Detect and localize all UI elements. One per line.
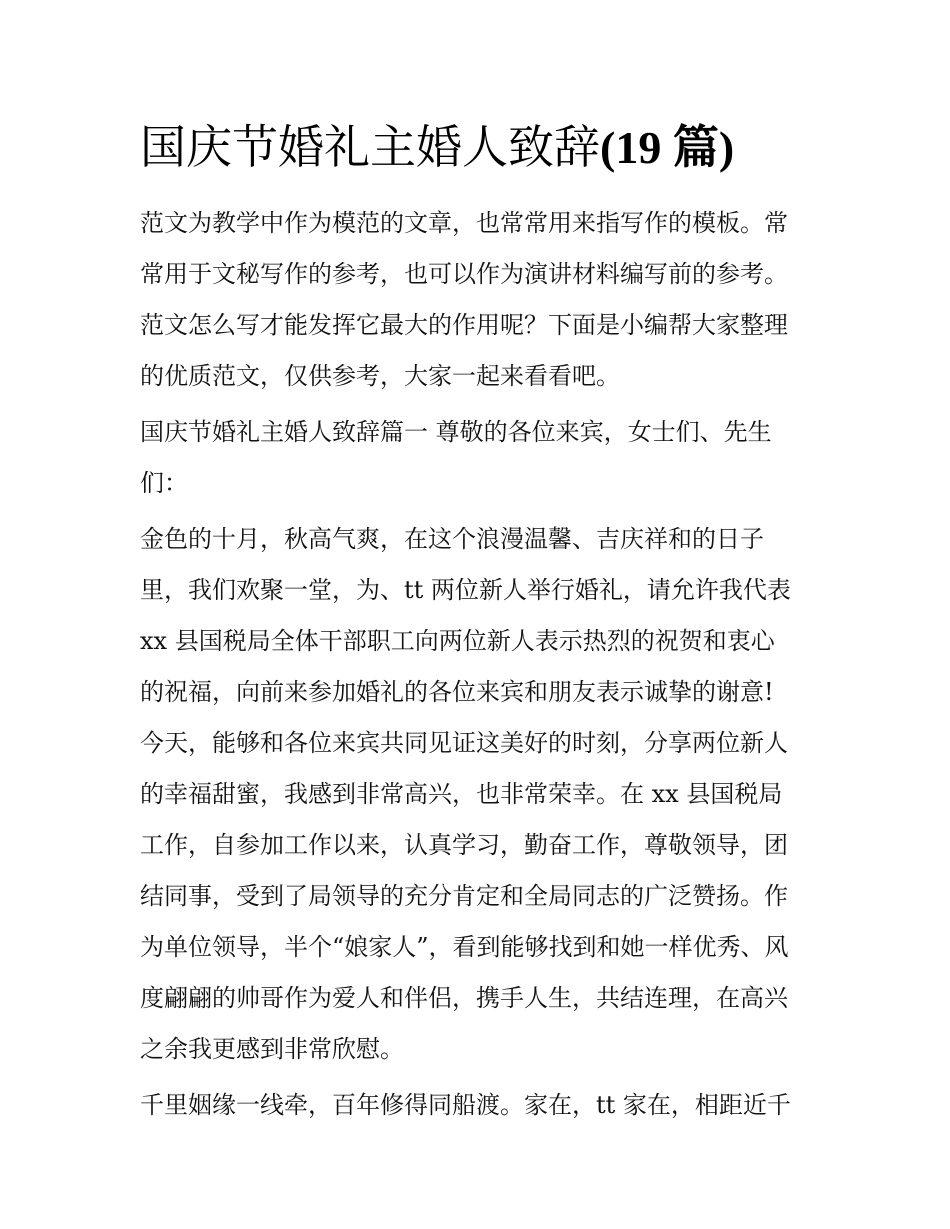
body-line: 的优质范文，仅供参考，大家一起来看看吧。 (140, 362, 620, 390)
body-line: 今天，能够和各位来宾共同见证这美好的时刻，分享两位新人 (140, 729, 788, 757)
body-line: 工作，自参加工作以来，认真学习，勤奋工作，尊敬领导，团 (140, 831, 788, 859)
body-line: 的祝福，向前来参加婚礼的各位来宾和朋友表示诚挚的谢意! (140, 678, 774, 706)
body-line: 范文怎么写才能发挥它最大的作用呢？下面是小编帮大家整理 (140, 311, 788, 339)
body-line: 之余我更感到非常欣慰。 (140, 1035, 404, 1063)
body-line: 结同事，受到了局领导的充分肯定和全局同志的广泛赞扬。作 (140, 882, 788, 910)
body-line: 范文为教学中作为模范的文章，也常常用来指写作的模板。常 (140, 209, 788, 237)
body-line: xx 县国税局全体干部职工向两位新人表示热烈的祝贺和衷心 (140, 627, 775, 655)
body-line: 常用于文秘写作的参考，也可以作为演讲材料编写前的参考。 (140, 260, 788, 288)
body-line: 国庆节婚礼主婚人致辞篇一 尊敬的各位来宾，女士们、先生 (140, 418, 772, 446)
title-count: (19 篇) (600, 122, 735, 173)
body-line: 的幸福甜蜜，我感到非常高兴，也非常荣幸。在 xx 县国税局 (140, 780, 783, 808)
body-line: 度翩翩的帅哥作为爱人和伴侣，携手人生，共结连理，在高兴 (140, 984, 788, 1012)
body-line: 为单位领导，半个“娘家人”，看到能够找到和她一样优秀、风 (140, 933, 789, 961)
body-line: 里，我们欢聚一堂，为、tt 两位新人举行婚礼，请允许我代表 (140, 576, 791, 604)
body-line: 金色的十月，秋高气爽，在这个浪漫温馨、吉庆祥和的日子 (140, 525, 764, 553)
body-line: 千里姻缘一线牵，百年修得同船渡。家在，tt 家在，相距近千 (140, 1091, 791, 1119)
body-line: 们： (140, 469, 188, 497)
document-body (140, 203, 812, 1136)
title-main: 国庆节婚礼主婚人致辞 (140, 120, 600, 174)
document-title (140, 112, 840, 183)
